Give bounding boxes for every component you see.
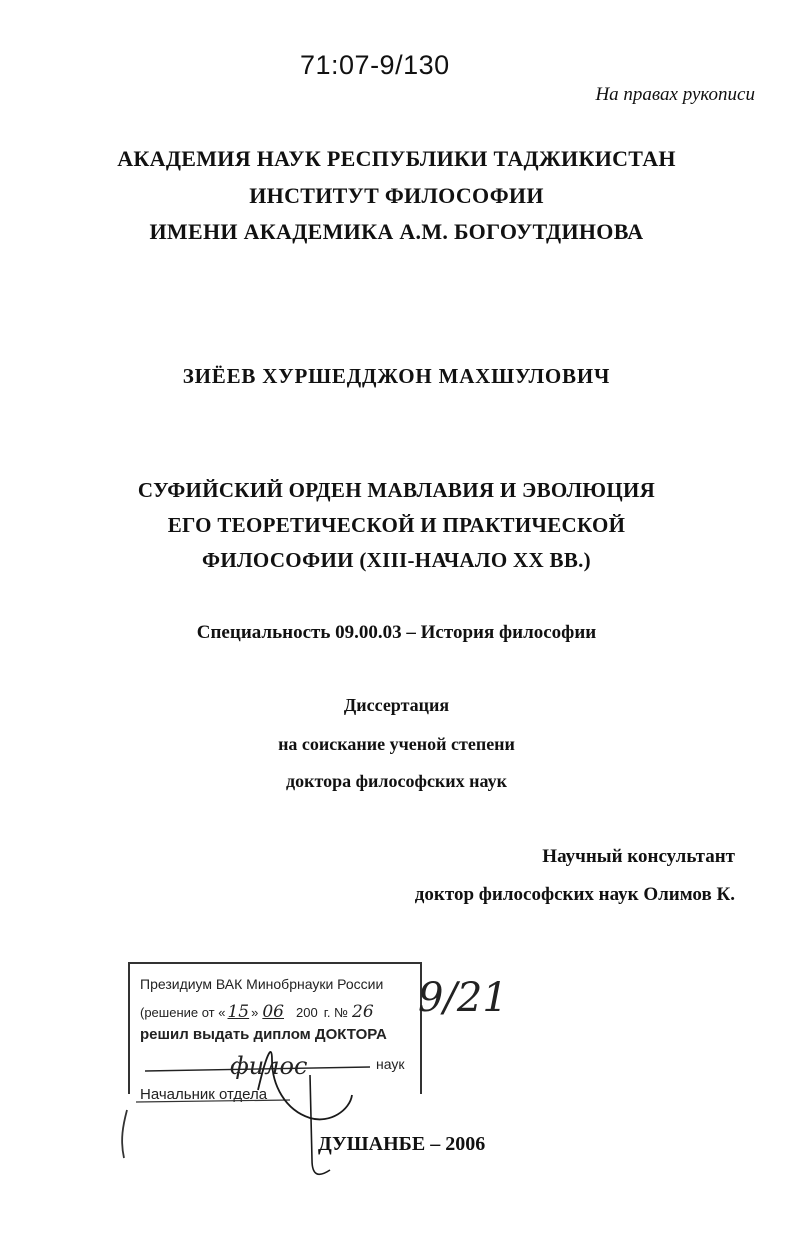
rights-note: На правах рукописи (595, 84, 755, 105)
title-line-2: ЕГО ТЕОРЕТИЧЕСКОЙ И ПРАКТИЧЕСКОЙ (167, 513, 626, 537)
stamp-handwritten-field: филос (230, 1052, 308, 1080)
consultant-label: Научный консультант (542, 846, 735, 867)
dissertation-label: Диссертация (343, 695, 450, 715)
dissertation-degree-line: на соискание ученой степени (278, 734, 515, 754)
dissertation-field-line: доктора философских наук (285, 771, 508, 791)
stamp-number: 26 (352, 1002, 374, 1022)
approval-stamp (128, 962, 422, 1103)
consultant-name: доктор философских наук Олимов К. (414, 884, 735, 905)
stamp-line-1: Президиум ВАК Минобрнауки России (140, 976, 384, 992)
handwritten-number: 9/21 (418, 975, 508, 1021)
stamp-decision-prefix: (решение от « (140, 1005, 226, 1020)
stamp-line-2 (140, 1002, 374, 1022)
institution-line-1: АКАДЕМИЯ НАУК РЕСПУБЛИКИ ТАДЖИКИСТАН (117, 146, 676, 171)
stamp-line-4-suffix: наук (376, 1056, 405, 1072)
specialty: Специальность 09.00.03 – История философии (196, 622, 597, 643)
institution-line-2: ИНСТИТУТ ФИЛОСОФИИ (249, 183, 544, 208)
stamp-line-3: решил выдать диплом ДОКТОРА (140, 1026, 387, 1043)
stamp-year-suffix: г. № (323, 1005, 349, 1020)
author-name: ЗИЁЕВ ХУРШЕДДЖОН МАХШУЛОВИЧ (182, 364, 611, 388)
stamp-mid: » (251, 1005, 259, 1020)
city-year: ДУШАНБЕ – 2006 (318, 1133, 486, 1155)
document-code: 71:07-9/130 (300, 50, 450, 80)
stamp-line-5: Начальник отдела (140, 1086, 268, 1103)
institution-line-3: ИМЕНИ АКАДЕМИКА А.М. БОГОУТДИНОВА (149, 219, 644, 244)
title-line-1: СУФИЙСКИЙ ОРДЕН МАВЛАВИЯ И ЭВОЛЮЦИЯ (137, 478, 656, 502)
stamp-year: 200 (296, 1005, 318, 1020)
title-line-3: ФИЛОСОФИИ (XIII-НАЧАЛО XX ВВ.) (202, 548, 591, 572)
stamp-month: 06 (262, 1002, 284, 1022)
stamp-day: 15 (227, 1002, 250, 1022)
